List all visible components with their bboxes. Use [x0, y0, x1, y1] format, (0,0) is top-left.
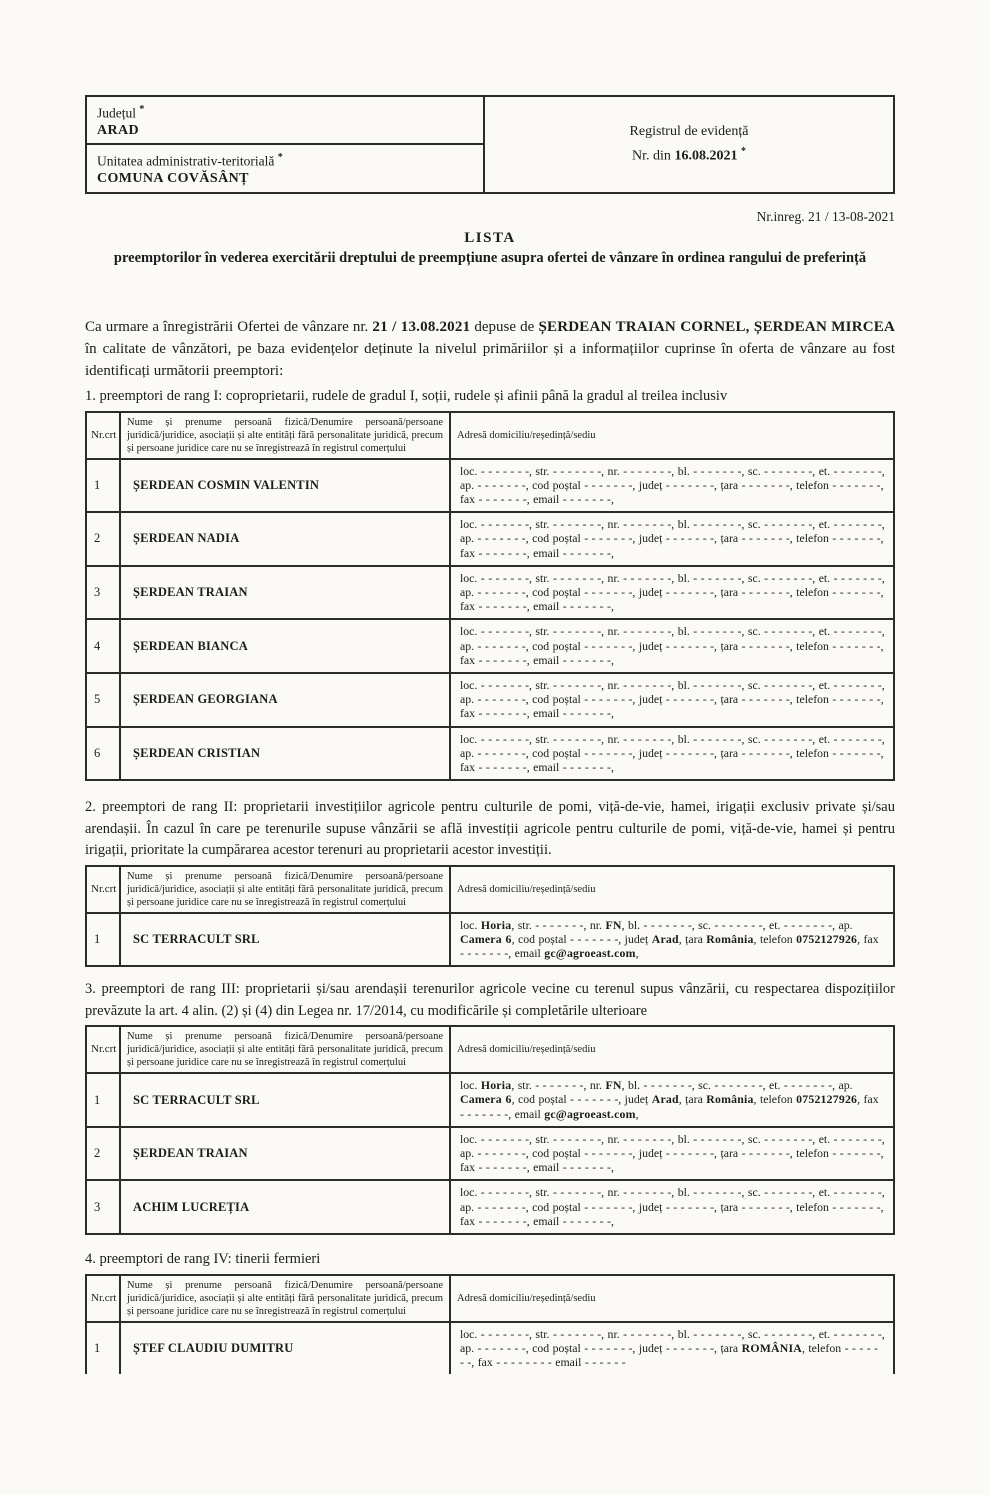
preemptor-name: SC TERRACULT SRL: [120, 913, 450, 967]
county-asterisk: *: [139, 104, 145, 115]
county-label: Județul *: [97, 104, 145, 121]
preemptor-address: loc. - - - - - - -, str. - - - - - - -, nr. - - - - - - -, bl. - - - - - - -, sc. - - - - - - -, et. - - - - - - -, ap. - - - - - - -, cod poștal - - - - - - -, județ - - - - - - -, țara - - - - - - -, telefon - - - - - - -, fax - - - - - - -, email - - - - - - -,: [450, 727, 894, 781]
table-header-row: [86, 412, 894, 459]
table-row: [86, 673, 894, 727]
section-4-heading: 4. preemptori de rang IV: tinerii fermieri: [85, 1251, 321, 1268]
preemptor-name: ACHIM LUCREȚIA: [120, 1180, 450, 1234]
preemptor-name: ȘERDEAN CRISTIAN: [120, 727, 450, 781]
section-3-heading: 3. preemptori de rang III: proprietarii și/sau arendașii terenurilor agricole vecine cu terenul supus vânzării, cu respectarea dispozițiilor prevăzute la art. 4 alin. (2) și (4) din Legea nr. 17/2014, cu modificările și completările ulterioare: [85, 981, 895, 1019]
county-value: ARAD: [97, 122, 140, 138]
table-row: [86, 1073, 894, 1127]
row-number: 1: [86, 913, 120, 967]
registry-asterisk: *: [740, 146, 746, 158]
table-row: [86, 566, 894, 620]
registry-title: Registrul de evidență: [629, 124, 749, 140]
registry-number-line: Nr. din 16.08.2021 *: [632, 146, 746, 164]
row-number: 2: [86, 512, 120, 566]
uat-cell: [87, 145, 483, 192]
preemptors-table-rang-4: [85, 1274, 895, 1375]
table-row: [86, 1127, 894, 1181]
preemptor-address: loc. Horia, str. - - - - - - -, nr. FN, bl. - - - - - - -, sc. - - - - - - -, et. - - - - - - -, ap. Camera 6, cod poștal - - - - - - -, județ Arad, țara România, telefon 0752127926, fax - - - - - - -, email gc@agroeast.com,: [450, 1073, 894, 1127]
column-header-name: Nume și prenume persoană fizică/Denumire persoană/persoane juridică/juridice, asociații și alte entități fără personalitate juridică, precum și persoane juridice care nu se înregistrează în registrul comerțului: [120, 1026, 450, 1073]
row-number: 1: [86, 1322, 120, 1375]
table-row: [86, 913, 894, 967]
preemptors-table-rang-3: [85, 1025, 895, 1235]
preemptor-name: SC TERRACULT SRL: [120, 1073, 450, 1127]
page-title: LISTA: [464, 230, 516, 246]
preemptor-name: ȘERDEAN BIANCA: [120, 619, 450, 673]
preemptor-name: ȘERDEAN NADIA: [120, 512, 450, 566]
registry-date: 16.08.2021: [674, 148, 738, 164]
preemptor-address: loc. - - - - - - -, str. - - - - - - -, nr. - - - - - - -, bl. - - - - - - -, sc. - - - - - - -, et. - - - - - - -, ap. - - - - - - -, cod poștal - - - - - - -, județ - - - - - - -, țara - - - - - - -, telefon - - - - - - -, fax - - - - - - -, email - - - - - - -,: [450, 673, 894, 727]
column-header-address: Adresă domiciliu/reședință/sediu: [450, 1275, 894, 1322]
row-number: 2: [86, 1127, 120, 1181]
column-header-name: Nume și prenume persoană fizică/Denumire persoană/persoane juridică/juridice, asociații și alte entități fără personalitate juridică, precum și persoane juridice care nu se înregistrează în registrul comerțului: [120, 412, 450, 459]
column-header-address: Adresă domiciliu/reședință/sediu: [450, 412, 894, 459]
column-header-name: Nume și prenume persoană fizică/Denumire persoană/persoane juridică/juridice, asociații și alte entități fără personalitate juridică, precum și persoane juridice care nu se înregistrează în registrul comerțului: [120, 1275, 450, 1322]
preemptor-name: ȘERDEAN TRAIAN: [120, 566, 450, 620]
preemptor-name: ȘERDEAN GEORGIANA: [120, 673, 450, 727]
uat-asterisk: *: [277, 152, 283, 163]
preemptors-table-rang-2: [85, 865, 895, 968]
row-number: 1: [86, 459, 120, 513]
column-header-nrcrt: Nr.crt: [86, 866, 120, 913]
header-left-box: [85, 95, 485, 194]
table-row: [86, 619, 894, 673]
row-number: 6: [86, 727, 120, 781]
section-2-heading: 2. preemptori de rang II: proprietarii investițiilor agricole pentru culturile de pomi, viță-de-vie, hamei, irigații exclusiv private și/sau arendașii. În cazul în care pe terenurile supuse vânzării se află investiții agricole pentru culturile de pomi, viță-de-vie, hamei și pentru irigații, prioritate la cumpărarea acestor terenuri au proprietarii acestor investiții.: [85, 799, 895, 859]
column-header-address: Adresă domiciliu/reședință/sediu: [450, 1026, 894, 1073]
table-header-row: [86, 1275, 894, 1322]
uat-label: Unitatea administrativ-teritorială *: [97, 152, 283, 169]
section-1-heading: 1. preemptori de rang I: coproprietarii, rudele de gradul I, soții, rudele și afinii până la gradul al treilea inclusiv: [85, 388, 728, 404]
preemptor-name: ȘERDEAN COSMIN VALENTIN: [120, 459, 450, 513]
table-row: [86, 459, 894, 513]
preemptor-address: loc. - - - - - - -, str. - - - - - - -, nr. - - - - - - -, bl. - - - - - - -, sc. - - - - - - -, et. - - - - - - -, ap. - - - - - - -, cod poștal - - - - - - -, județ - - - - - - -, țara - - - - - - -, telefon - - - - - - -, fax - - - - - - -, email - - - - - - -,: [450, 619, 894, 673]
registry-cell: [485, 95, 895, 194]
preemptor-address: loc. - - - - - - -, str. - - - - - - -, nr. - - - - - - -, bl. - - - - - - -, sc. - - - - - - -, et. - - - - - - -, ap. - - - - - - -, cod poștal - - - - - - -, județ - - - - - - -, țara - - - - - - -, telefon - - - - - - -, fax - - - - - - -, email - - - - - - -,: [450, 1127, 894, 1181]
table-row: [86, 1322, 894, 1375]
row-number: 3: [86, 566, 120, 620]
preemptor-address: loc. - - - - - - -, str. - - - - - - -, nr. - - - - - - -, bl. - - - - - - -, sc. - - - - - - -, et. - - - - - - -, ap. - - - - - - -, cod poștal - - - - - - -, județ - - - - - - -, țara - - - - - - -, telefon - - - - - - -, fax - - - - - - -, email - - - - - - -,: [450, 566, 894, 620]
registration-number: Nr.inreg. 21 / 13-08-2021: [756, 209, 895, 224]
table-header-row: [86, 1026, 894, 1073]
uat-value: COMUNA COVĂSÂNȚ: [97, 170, 249, 186]
table-row: [86, 1180, 894, 1234]
preemptor-address: loc. - - - - - - -, str. - - - - - - -, nr. - - - - - - -, bl. - - - - - - -, sc. - - - - - - -, et. - - - - - - -, ap. - - - - - - -, cod poștal - - - - - - -, județ - - - - - - -, țara ROMÂNIA, telefon - - - - - - -, fax - - - - - - - - email - - - - - -: [450, 1322, 894, 1375]
column-header-address: Adresă domiciliu/reședință/sediu: [450, 866, 894, 913]
county-cell: [87, 97, 483, 145]
preemptor-address: loc. - - - - - - -, str. - - - - - - -, nr. - - - - - - -, bl. - - - - - - -, sc. - - - - - - -, et. - - - - - - -, ap. - - - - - - -, cod poștal - - - - - - -, județ - - - - - - -, țara - - - - - - -, telefon - - - - - - -, fax - - - - - - -, email - - - - - - -,: [450, 1180, 894, 1234]
row-number: 1: [86, 1073, 120, 1127]
preemptor-name: ȘTEF CLAUDIU DUMITRU: [120, 1322, 450, 1375]
preemptor-address: loc. - - - - - - -, str. - - - - - - -, nr. - - - - - - -, bl. - - - - - - -, sc. - - - - - - -, et. - - - - - - -, ap. - - - - - - -, cod poștal - - - - - - -, județ - - - - - - -, țara - - - - - - -, telefon - - - - - - -, fax - - - - - - -, email - - - - - - -,: [450, 459, 894, 513]
table-row: [86, 512, 894, 566]
page-subtitle: preemptorilor în vederea exercitării dreptului de preempțiune asupra ofertei de vânzare în ordinea rangului de preferință: [113, 250, 867, 266]
row-number: 5: [86, 673, 120, 727]
preemptor-name: ȘERDEAN TRAIAN: [120, 1127, 450, 1181]
preemptors-table-rang-1: [85, 411, 895, 782]
column-header-nrcrt: Nr.crt: [86, 1026, 120, 1073]
header-box: [85, 95, 895, 194]
row-number: 3: [86, 1180, 120, 1234]
column-header-name: Nume și prenume persoană fizică/Denumire persoană/persoane juridică/juridice, asociații și alte entități fără personalitate juridică, precum și persoane juridice care nu se înregistrează în registrul comerțului: [120, 866, 450, 913]
column-header-nrcrt: Nr.crt: [86, 1275, 120, 1322]
document-page: [85, 95, 895, 1374]
row-number: 4: [86, 619, 120, 673]
column-header-nrcrt: Nr.crt: [86, 412, 120, 459]
preemptor-address: loc. - - - - - - -, str. - - - - - - -, nr. - - - - - - -, bl. - - - - - - -, sc. - - - - - - -, et. - - - - - - -, ap. - - - - - - -, cod poștal - - - - - - -, județ - - - - - - -, țara - - - - - - -, telefon - - - - - - -, fax - - - - - - -, email - - - - - - -,: [450, 512, 894, 566]
preemptor-address: loc. Horia, str. - - - - - - -, nr. FN, bl. - - - - - - -, sc. - - - - - - -, et. - - - - - - -, ap. Camera 6, cod poștal - - - - - - -, județ Arad, țara România, telefon 0752127926, fax - - - - - - -, email gc@agroeast.com,: [450, 913, 894, 967]
table-row: [86, 727, 894, 781]
intro-paragraph: Ca urmare a înregistrării Ofertei de vânzare nr. 21 / 13.08.2021 depuse de ȘERDEAN TRAIAN CORNEL, ȘERDEAN MIRCEA în calitate de vânzători, pe baza evidențelor deținute la nivelul primăriilor și a informațiilor cuprinse în oferta de vânzare au fost identificați următorii preemptori:: [85, 319, 896, 379]
table-header-row: [86, 866, 894, 913]
